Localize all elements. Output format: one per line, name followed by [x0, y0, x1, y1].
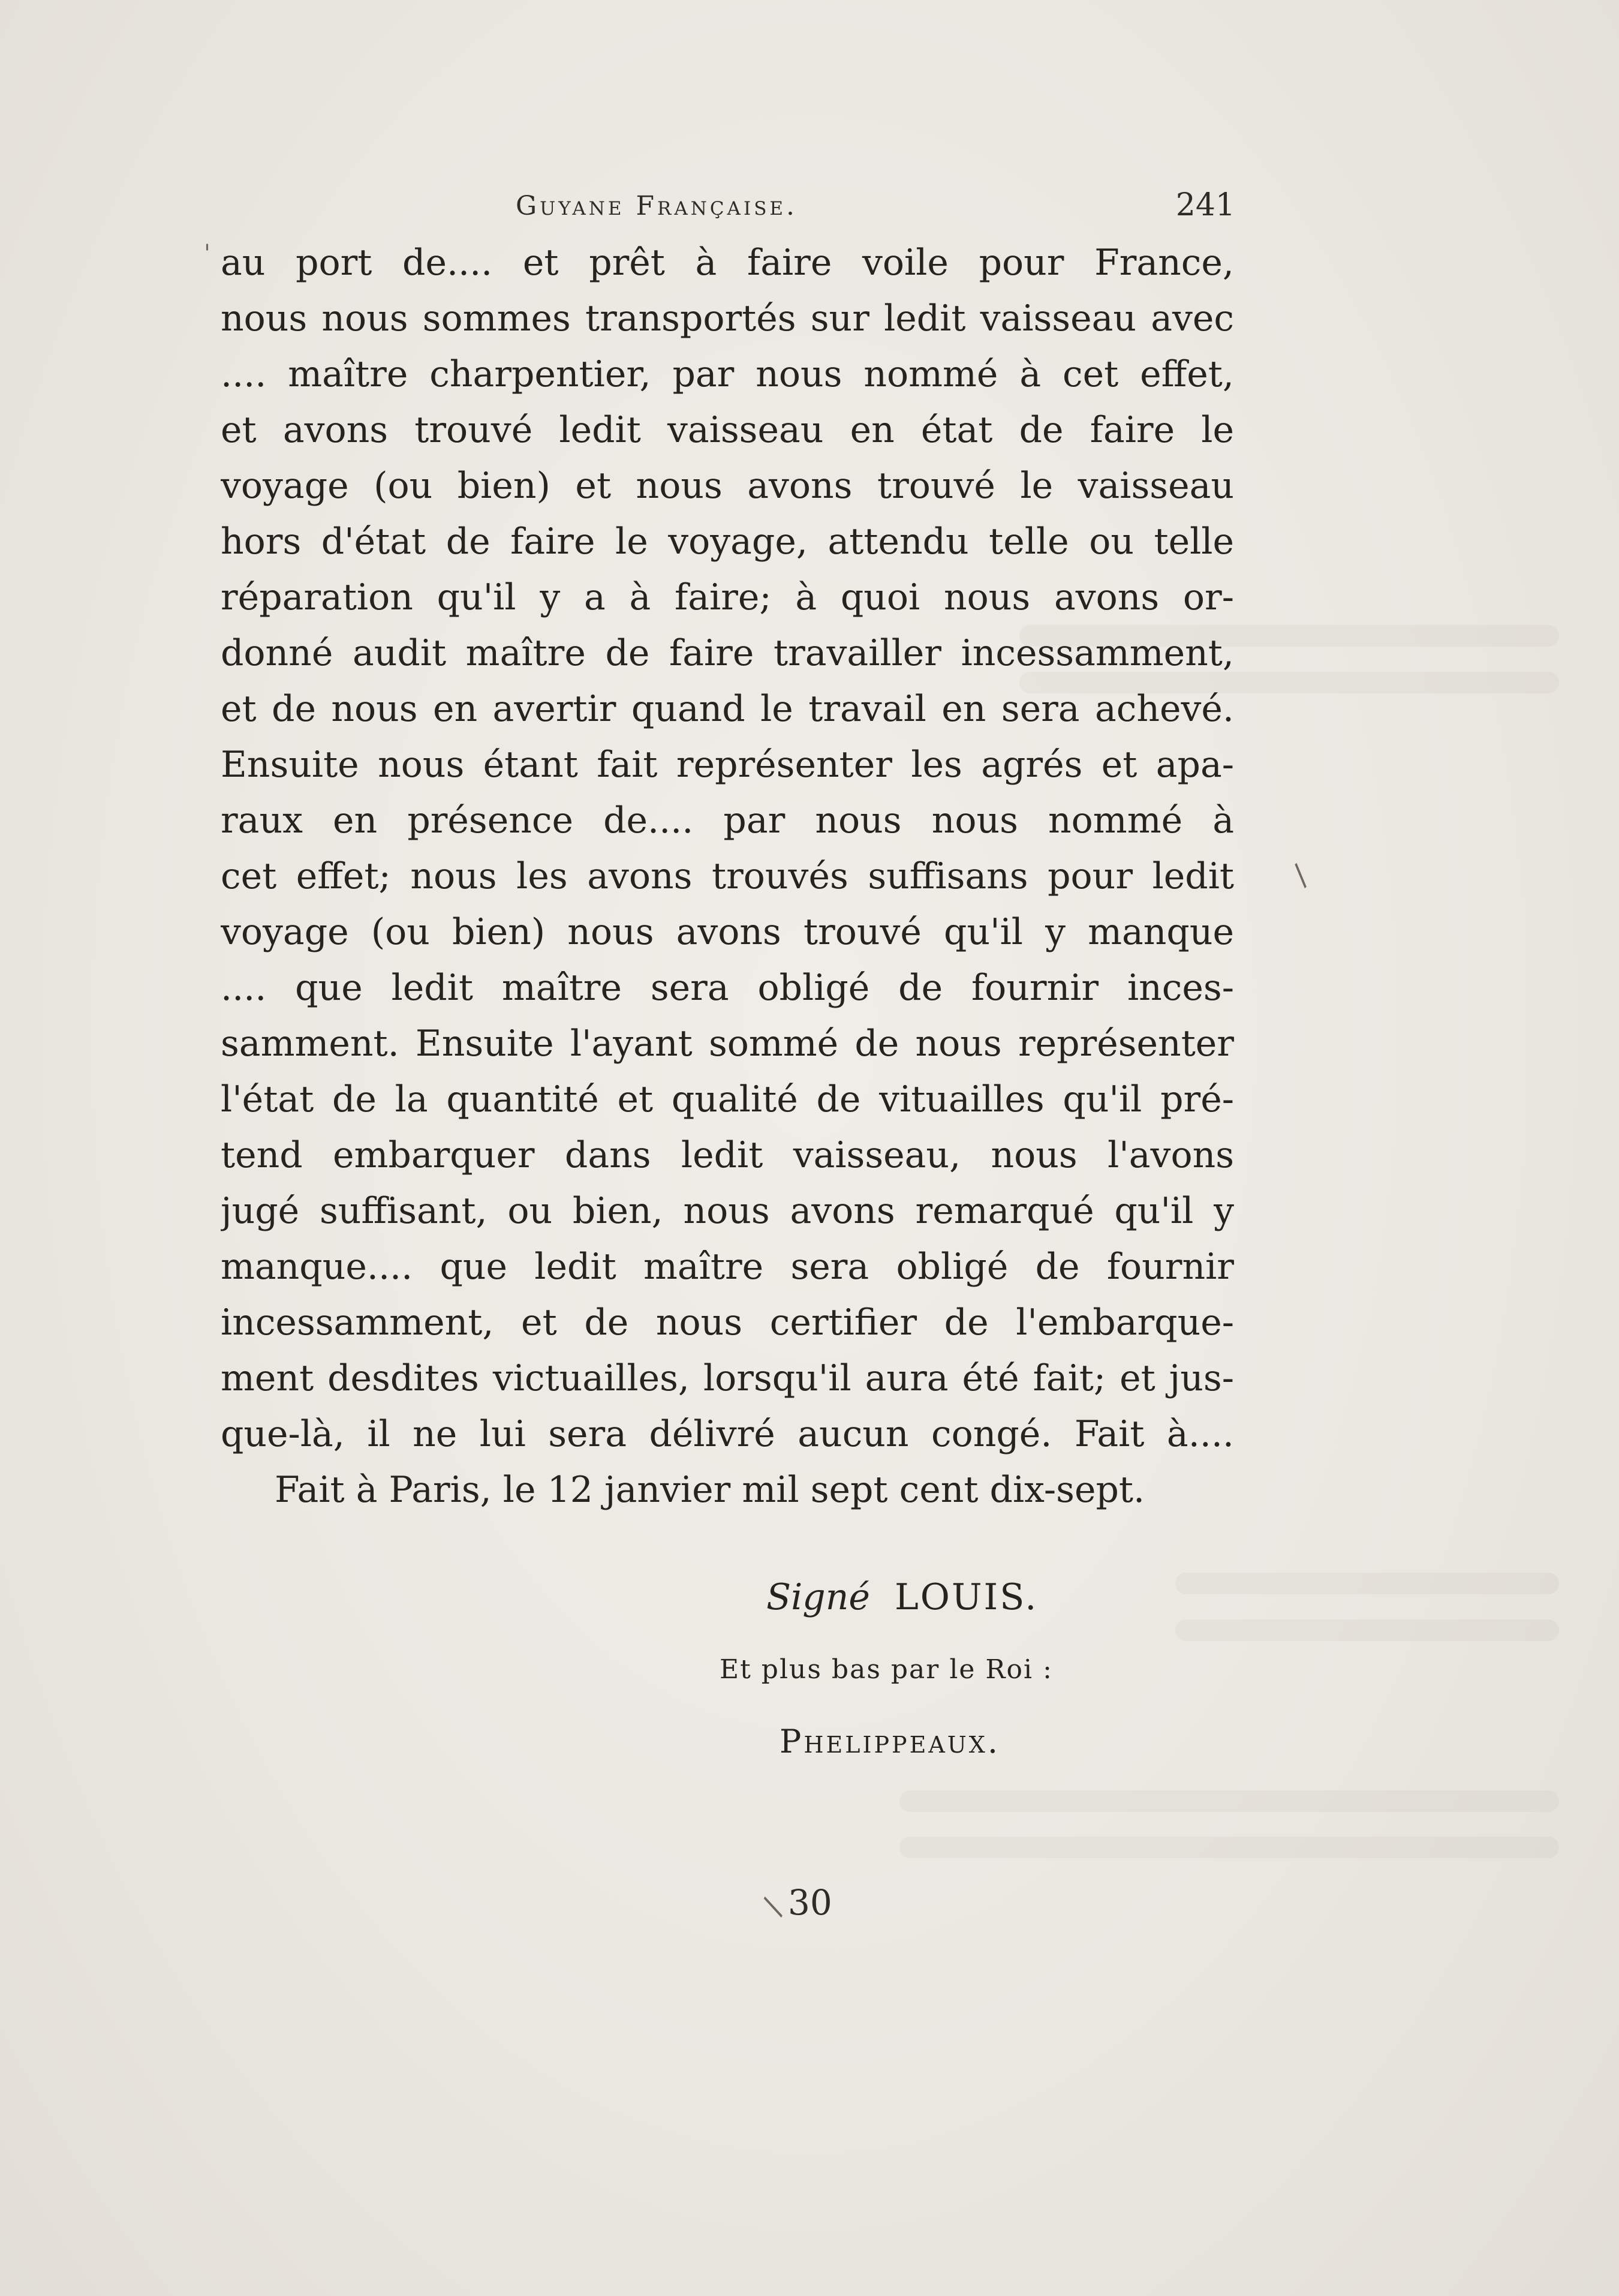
show-through-line [1175, 1619, 1559, 1641]
paper-mark: / [1285, 858, 1316, 892]
signature [766, 1576, 1038, 1618]
text-line: samment. Ensuite l'ayant sommé de nous représenter [221, 1023, 1234, 1065]
text-line: au port de.... et prêt à faire voile pour France, [221, 242, 1234, 284]
text-line: donné audit maître de faire travailler incessamment, [221, 632, 1234, 674]
signature-name: LOUIS. [894, 1576, 1039, 1618]
text-line: réparation qu'il y a à faire; à quoi nous avons or- [221, 576, 1234, 618]
minister-name: Phelippeaux. [780, 1723, 1001, 1760]
paper-mark: ' [204, 240, 210, 268]
show-through-line [899, 1790, 1559, 1812]
page-number: 241 [1175, 187, 1235, 223]
text-line: nous nous sommes transportés sur ledit vaisseau avec [221, 297, 1234, 339]
text-line: tend embarquer dans ledit vaisseau, nous l'avons [221, 1134, 1234, 1176]
text-line: Ensuite nous étant fait représenter les agrés et apa- [221, 744, 1234, 786]
signature-mark: 30 [788, 1882, 832, 1923]
text-line: que-là, il ne lui sera délivré aucun congé. Fait à.... [221, 1413, 1234, 1455]
text-line: cet effet; nous les avons trouvés suffisans pour ledit [221, 855, 1234, 897]
running-title: Guyane Française. [516, 191, 798, 221]
body-text [221, 235, 1234, 1518]
show-through-line [1175, 1573, 1559, 1594]
text-line: jugé suffisant, ou bien, nous avons remarqué qu'il y [221, 1190, 1234, 1232]
show-through-line [899, 1837, 1559, 1858]
text-line: l'état de la quantité et qualité de vituailles qu'il pré- [221, 1078, 1234, 1120]
dateline: Fait à Paris, le 12 janvier mil sept cent dix-sept. [275, 1469, 1145, 1511]
page-header [222, 187, 1235, 227]
text-line: hors d'état de faire le voyage, attendu telle ou telle [221, 521, 1234, 563]
text-line: et avons trouvé ledit vaisseau en état de faire le [221, 409, 1234, 451]
text-line: incessamment, et de nous certifier de l'embarque- [221, 1302, 1234, 1344]
text-line: voyage (ou bien) et nous avons trouvé le vaisseau [221, 465, 1234, 507]
countersign-line: Et plus bas par le Roi : [720, 1654, 1053, 1685]
text-line: et de nous en avertir quand le travail en sera achevé. [221, 688, 1234, 730]
paper-mark: / [755, 1894, 790, 1920]
text-line: manque.... que ledit maître sera obligé de fournir [221, 1246, 1234, 1288]
text-line: .... maître charpentier, par nous nommé à cet effet, [221, 353, 1234, 395]
text-line: ment desdites victuailles, lorsqu'il aura été fait; et jus- [221, 1357, 1234, 1399]
text-line: voyage (ou bien) nous avons trouvé qu'il y manque [221, 911, 1234, 953]
text-line: raux en présence de.... par nous nous nommé à [221, 800, 1234, 842]
text-line: .... que ledit maître sera obligé de fournir inces- [221, 967, 1234, 1009]
signature-label: Signé [766, 1576, 870, 1618]
